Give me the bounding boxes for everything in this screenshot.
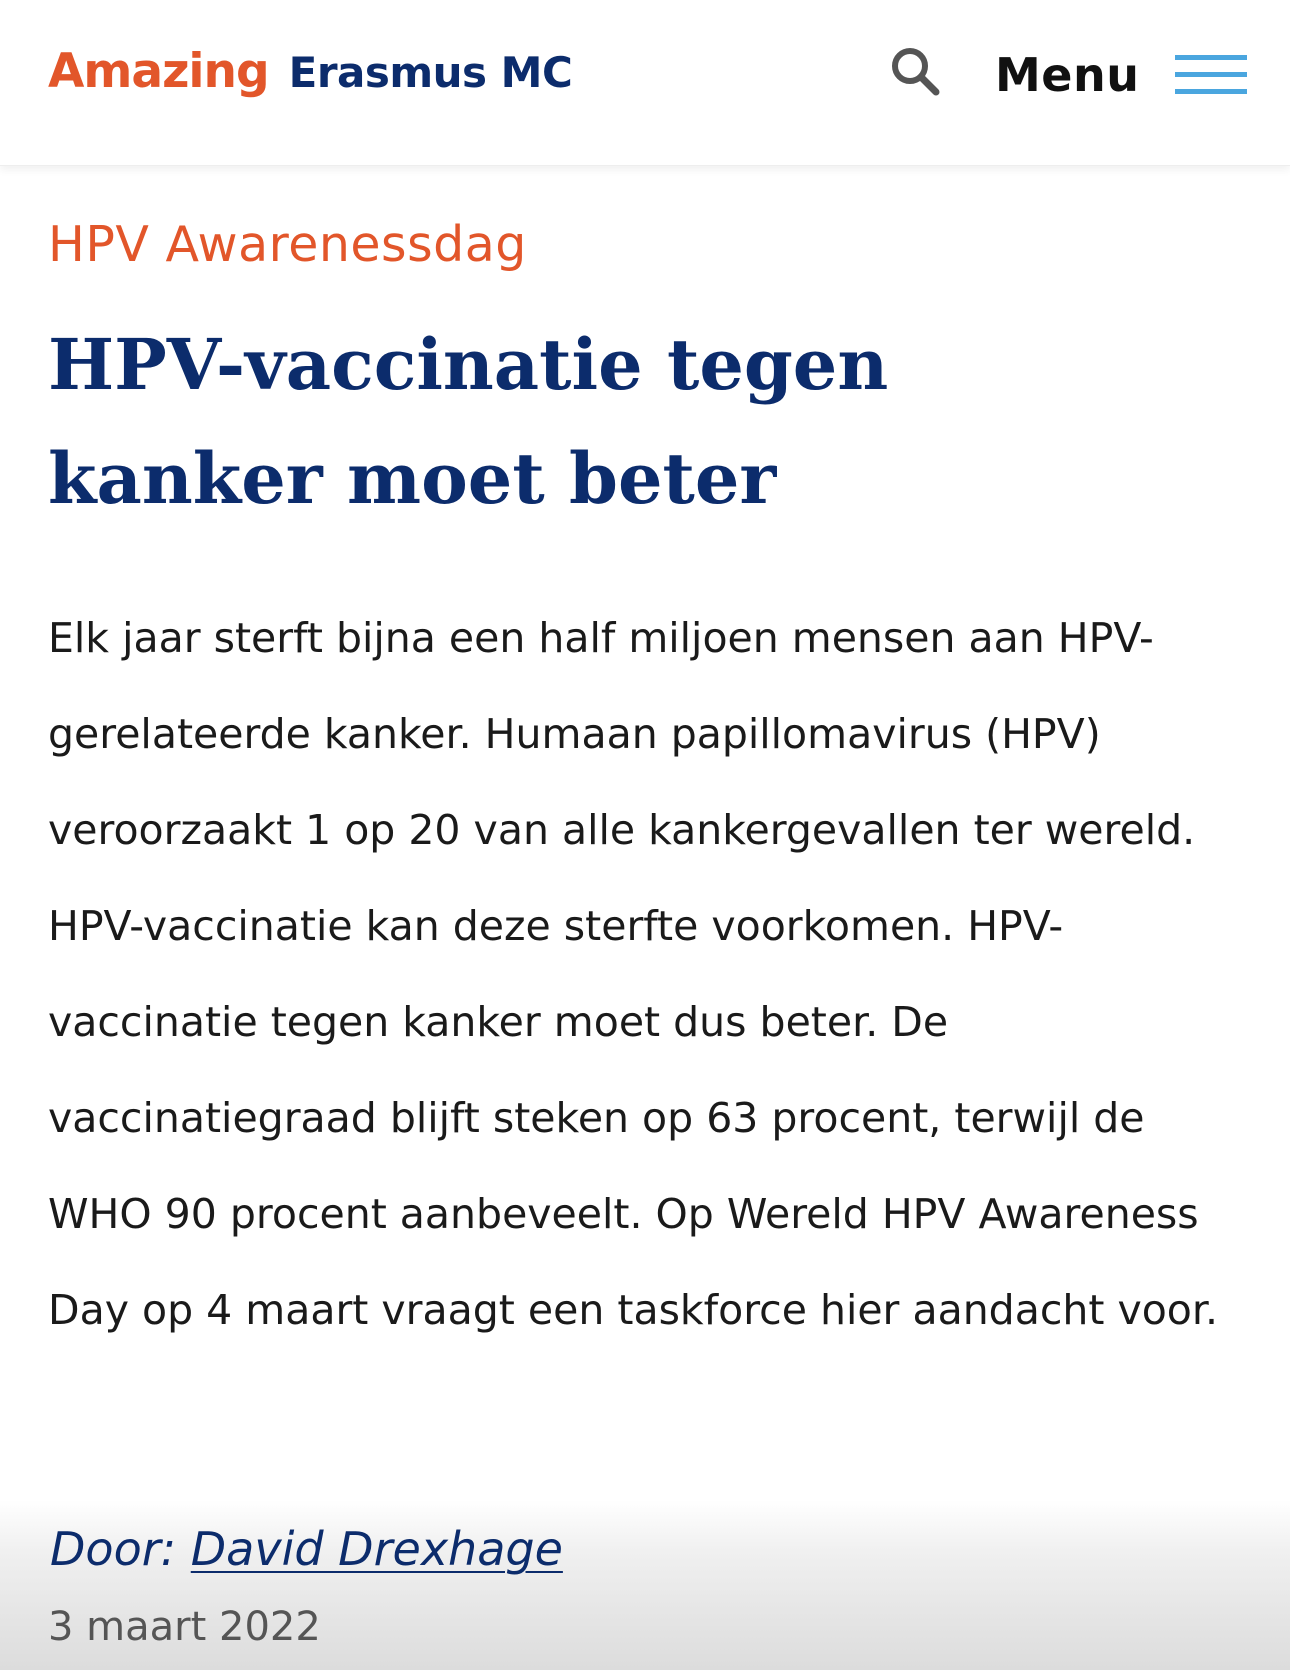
menu-label: Menu <box>995 48 1140 102</box>
byline-prefix: Door: <box>50 1522 177 1576</box>
author-link[interactable]: David Drexhage <box>190 1522 563 1576</box>
article-lead: Elk jaar sterft bijna een half miljoen mensen aan HPV-gerelateerde kanker. Humaan papillomavirus (HPV) veroorzaakt 1 op 20 van alle kankergevallen ter wereld. HPV-vaccinatie kan deze sterfte voorkomen. HPV-vaccinatie tegen kanker moet dus beter. De vaccinatiegraad blijft steken op 63 procent, terwijl de WHO 90 procent aanbeveelt. Op Wereld HPV Awareness Day op 4 maart vraagt een taskforce hier aandacht voor. <box>48 614 1219 1334</box>
search-icon <box>888 44 944 100</box>
site-header <box>0 0 1290 166</box>
byline <box>50 1522 563 1576</box>
hamburger-icon <box>1175 50 1247 100</box>
article-content <box>48 200 1238 1358</box>
logo-erasmus-text: Erasmus MC <box>288 48 573 97</box>
logo-amazing-text: Amazing <box>48 44 269 99</box>
article-meta <box>0 1500 1290 1670</box>
article-kicker[interactable]: HPV Awarenessdag <box>48 216 527 273</box>
menu-button[interactable] <box>995 40 1247 110</box>
search-button[interactable] <box>888 44 944 100</box>
publish-date: 3 maart 2022 <box>48 1604 321 1650</box>
article-title: HPV-vaccinatie tegen kanker moet beter <box>48 323 889 520</box>
erasmus-mc-logo[interactable] <box>48 44 572 104</box>
